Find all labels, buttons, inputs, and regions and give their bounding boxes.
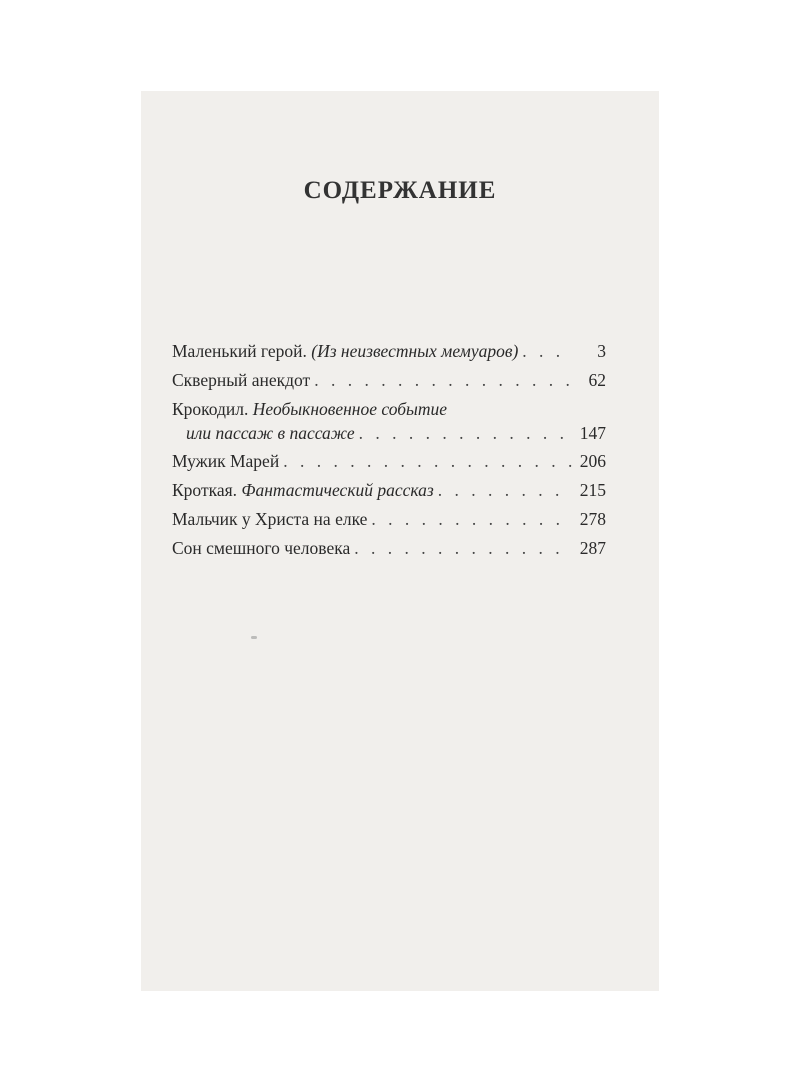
toc-entry-title: Мальчик у Христа на елке <box>172 509 368 529</box>
toc-page-number: 206 <box>579 451 606 471</box>
leader-dots <box>359 421 572 445</box>
paper-smudge <box>251 636 257 639</box>
toc-entry-subtitle-cont: или пассаж в пассаже <box>186 423 355 443</box>
leader-dots <box>314 368 572 392</box>
toc-entry-3[interactable] <box>172 397 606 449</box>
leader-dots <box>522 339 572 363</box>
toc-entry-2[interactable] <box>172 368 606 397</box>
toc-page-number: 215 <box>579 480 606 500</box>
leader-dots <box>354 536 572 560</box>
toc-entry-title: Мужик Марей <box>172 451 280 471</box>
toc-page-number: 287 <box>579 538 606 558</box>
toc-entry-7[interactable] <box>172 536 606 565</box>
book-page <box>141 91 659 991</box>
page-title: СОДЕРЖАНИЕ <box>303 177 497 204</box>
toc-entry-1[interactable] <box>172 339 606 368</box>
leader-dots <box>283 449 572 473</box>
toc-entry-subtitle: (Из неизвестных мемуаров) <box>311 341 519 361</box>
toc-page-number: 62 <box>588 370 606 390</box>
toc-entry-5[interactable] <box>172 478 606 507</box>
toc-entry-title: Сон смешного человека <box>172 538 351 558</box>
leader-dots <box>371 507 572 531</box>
toc-page-number: 278 <box>579 509 606 529</box>
toc-entry-title: Кроткая. <box>172 480 238 500</box>
toc-entry-6[interactable] <box>172 507 606 536</box>
table-of-contents <box>172 339 606 565</box>
toc-entry-4[interactable] <box>172 449 606 478</box>
toc-entry-title: Скверный анекдот <box>172 370 311 390</box>
leader-dots <box>438 478 572 502</box>
toc-entry-subtitle: Необыкновенное событие <box>252 399 448 419</box>
toc-entry-title: Крокодил. <box>172 399 249 419</box>
toc-entry-title: Маленький герой. <box>172 341 307 361</box>
toc-entry-subtitle: Фантастический рассказ <box>241 480 434 500</box>
toc-page-number: 3 <box>597 341 606 361</box>
toc-page-number: 147 <box>579 423 606 443</box>
